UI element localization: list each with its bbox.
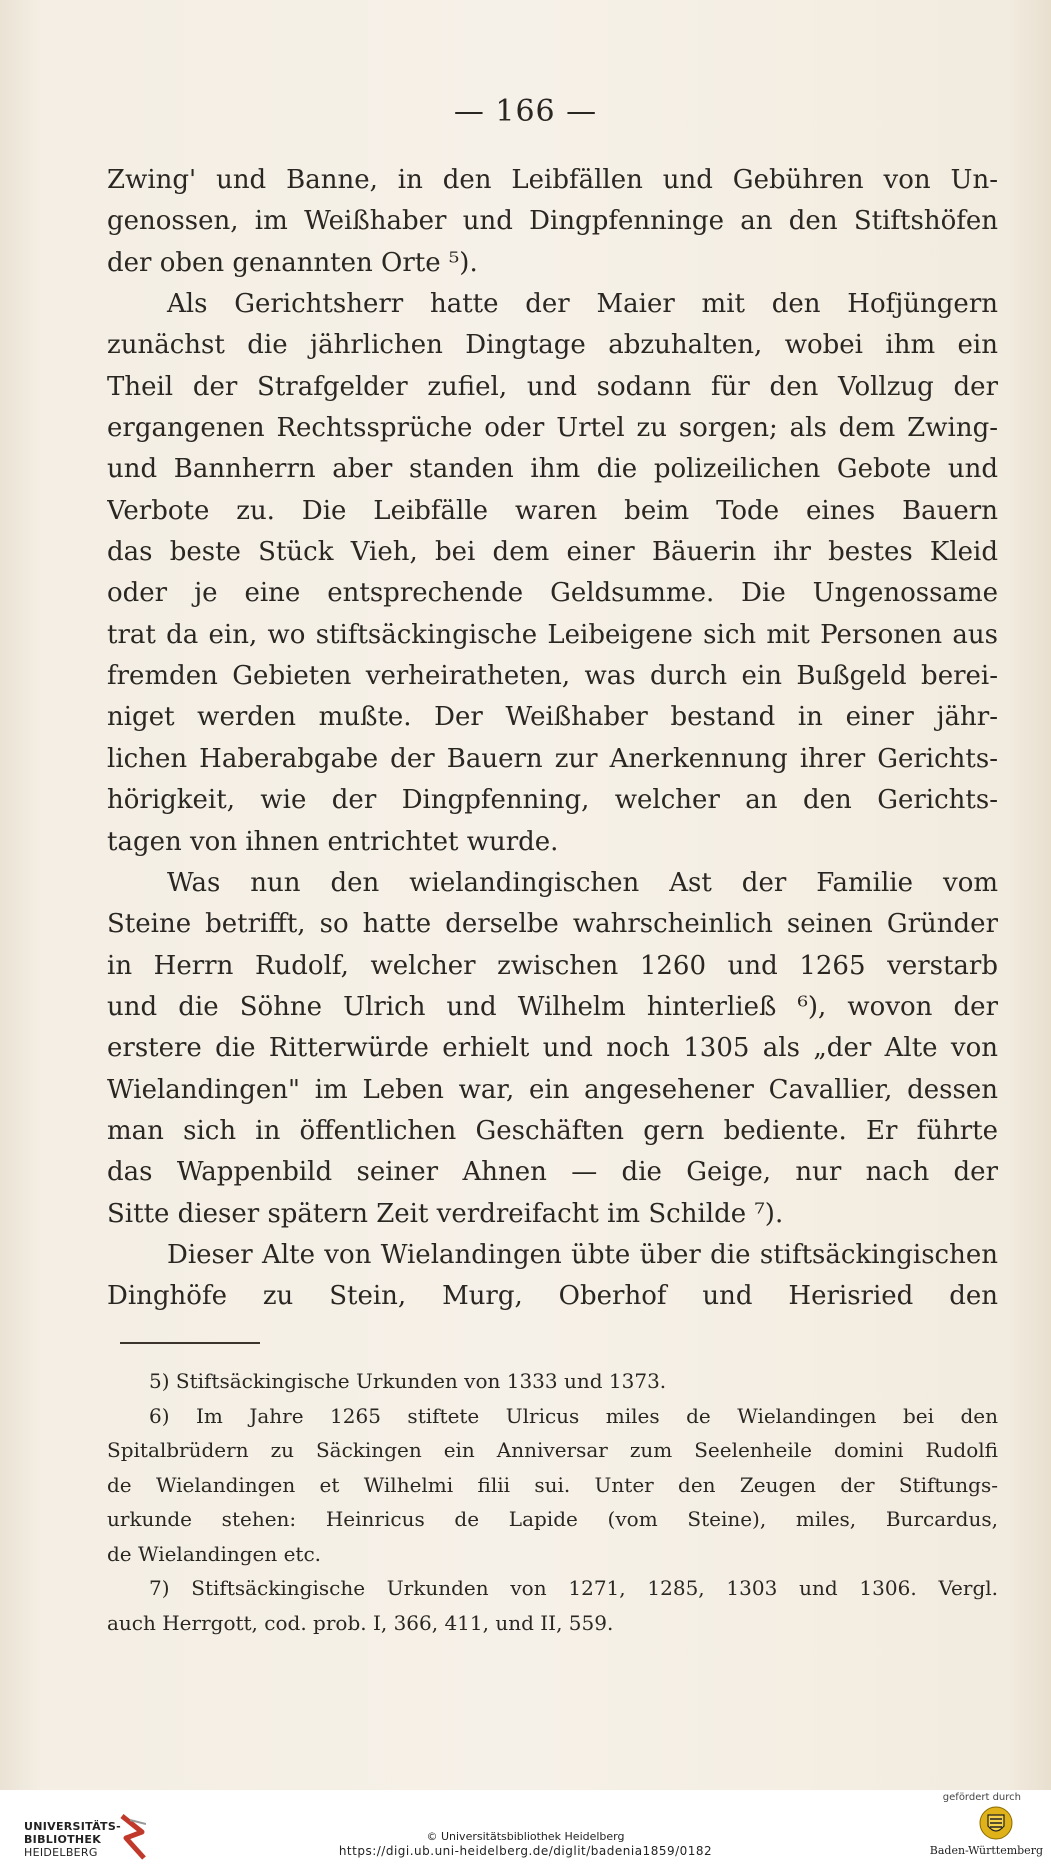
body-line: das beste Stück Vieh, bei dem einer Bäuerin ihr bestes Kleid (107, 537, 998, 568)
body-line: Steine betrifft, so hatte derselbe wahrscheinlich seinen Gründer (107, 909, 998, 940)
body-line: Was nun den wielandingischen Ast der Familie vom (167, 867, 998, 898)
footnote-line: 6) Im Jahre 1265 stiftete Ulricus miles de Wielandingen bei den (149, 1403, 998, 1428)
body-line: in Herrn Rudolf, welcher zwischen 1260 und 1265 verstarb (107, 950, 998, 981)
body-line: tagen von ihnen entrichtet wurde. (107, 826, 559, 857)
body-text (107, 160, 998, 1318)
body-line: zunächst die jährlichen Dingtage abzuhalten, wobei ihm ein (107, 330, 998, 361)
library-name-line: UNIVERSITÄTS- (24, 1820, 121, 1833)
body-line: oder je eine entsprechende Geldsumme. Die Ungenossame (107, 578, 998, 609)
body-line: erstere die Ritterwürde erhielt und noch 1305 als „der Alte von (107, 1033, 998, 1064)
body-line: Zwing' und Banne, in den Leibfällen und Gebühren von Un- (107, 165, 998, 195)
footnote-line: auch Herrgott, cod. prob. I, 366, 411, und II, 559. (107, 1610, 614, 1635)
footnote-line: 7) Stiftsäckingische Urkunden von 1271, 1285, 1303 und 1306. Vergl. (149, 1576, 998, 1600)
body-line: genossen, im Weißhaber und Dingpfenninge an den Stiftshöfen (107, 206, 998, 237)
library-name-line: BIBLIOTHEK (24, 1833, 102, 1846)
body-line: das Wappenbild seiner Ahnen — die Geige, nur nach der (107, 1157, 998, 1188)
footnote-line: Spitalbrüdern zu Säckingen ein Anniversar zum Seelenheile domini Rudolfi (107, 1438, 998, 1462)
body-line: man sich in öffentlichen Geschäften gern bediente. Er führte (107, 1115, 998, 1146)
body-line: hörigkeit, wie der Dingpfenning, welcher an den Gerichts- (107, 785, 998, 816)
footnotes (107, 1364, 998, 1640)
body-line: lichen Haberabgabe der Bauern zur Anerkennung ihrer Gerichts- (107, 743, 998, 774)
body-line: und die Söhne Ulrich und Wilhelm hinterließ ⁶), wovon der (107, 991, 998, 1022)
page-number: — 166 — (453, 94, 598, 129)
body-line: ergangenen Rechtssprüche oder Urtel zu sorgen; als dem Zwing- (107, 413, 998, 444)
footnote-line: de Wielandingen et Wilhelmi filii sui. Unter den Zeugen der Stiftungs- (107, 1472, 998, 1497)
body-line: Theil der Strafgelder zufiel, und sodann für den Vollzug der (107, 371, 998, 402)
footnote-line: urkunde stehen: Heinricus de Lapide (vom Steine), miles, Burcardus, (107, 1507, 998, 1531)
body-line: Sitte dieser spätern Zeit verdreifacht im Schilde ⁷). (107, 1198, 784, 1229)
funder-name: Baden-Württemberg (929, 1844, 1043, 1857)
funded-by-label: gefördert durch (942, 1792, 1021, 1803)
body-line: trat da ein, wo stiftsäckingische Leibeigene sich mit Personen aus (107, 619, 998, 650)
baden-wuerttemberg-seal-icon (979, 1806, 1013, 1840)
body-line: Wielandingen" im Leben war, ein angesehener Cavallier, dessen (107, 1074, 998, 1105)
body-line: Verbote zu. Die Leibfälle waren beim Tode eines Bauern (107, 495, 998, 526)
body-line: fremden Gebieten verheiratheten, was durch ein Bußgeld berei- (107, 661, 998, 692)
body-line: Dieser Alte von Wielandingen übte über die stiftsäckingischen (167, 1239, 998, 1270)
footnote-divider (120, 1342, 260, 1344)
library-name-line: HEIDELBERG (24, 1846, 98, 1859)
body-line: Als Gerichtsherr hatte der Maier mit den Hofjüngern (167, 289, 998, 320)
footnote-line: 5) Stiftsäckingische Urkunden von 1333 und 1373. (149, 1369, 667, 1393)
viewer-footer (0, 1790, 1051, 1865)
body-line: Dinghöfe zu Stein, Murg, Oberhof und Herisried den (107, 1281, 998, 1312)
footnote-line: de Wielandingen etc. (107, 1541, 322, 1566)
body-line: und Bannherrn aber standen ihm die polizeilichen Gebote und (107, 454, 998, 485)
body-line: niget werden mußte. Der Weißhaber bestand in einer jähr- (107, 702, 998, 733)
body-line: der oben genannten Orte ⁵). (107, 247, 478, 278)
permalink-url[interactable]: https://digi.ub.uni-heidelberg.de/diglit/badenia1859/0182 (338, 1844, 713, 1858)
copyright-notice: © Universitätsbibliothek Heidelberg (426, 1830, 625, 1843)
